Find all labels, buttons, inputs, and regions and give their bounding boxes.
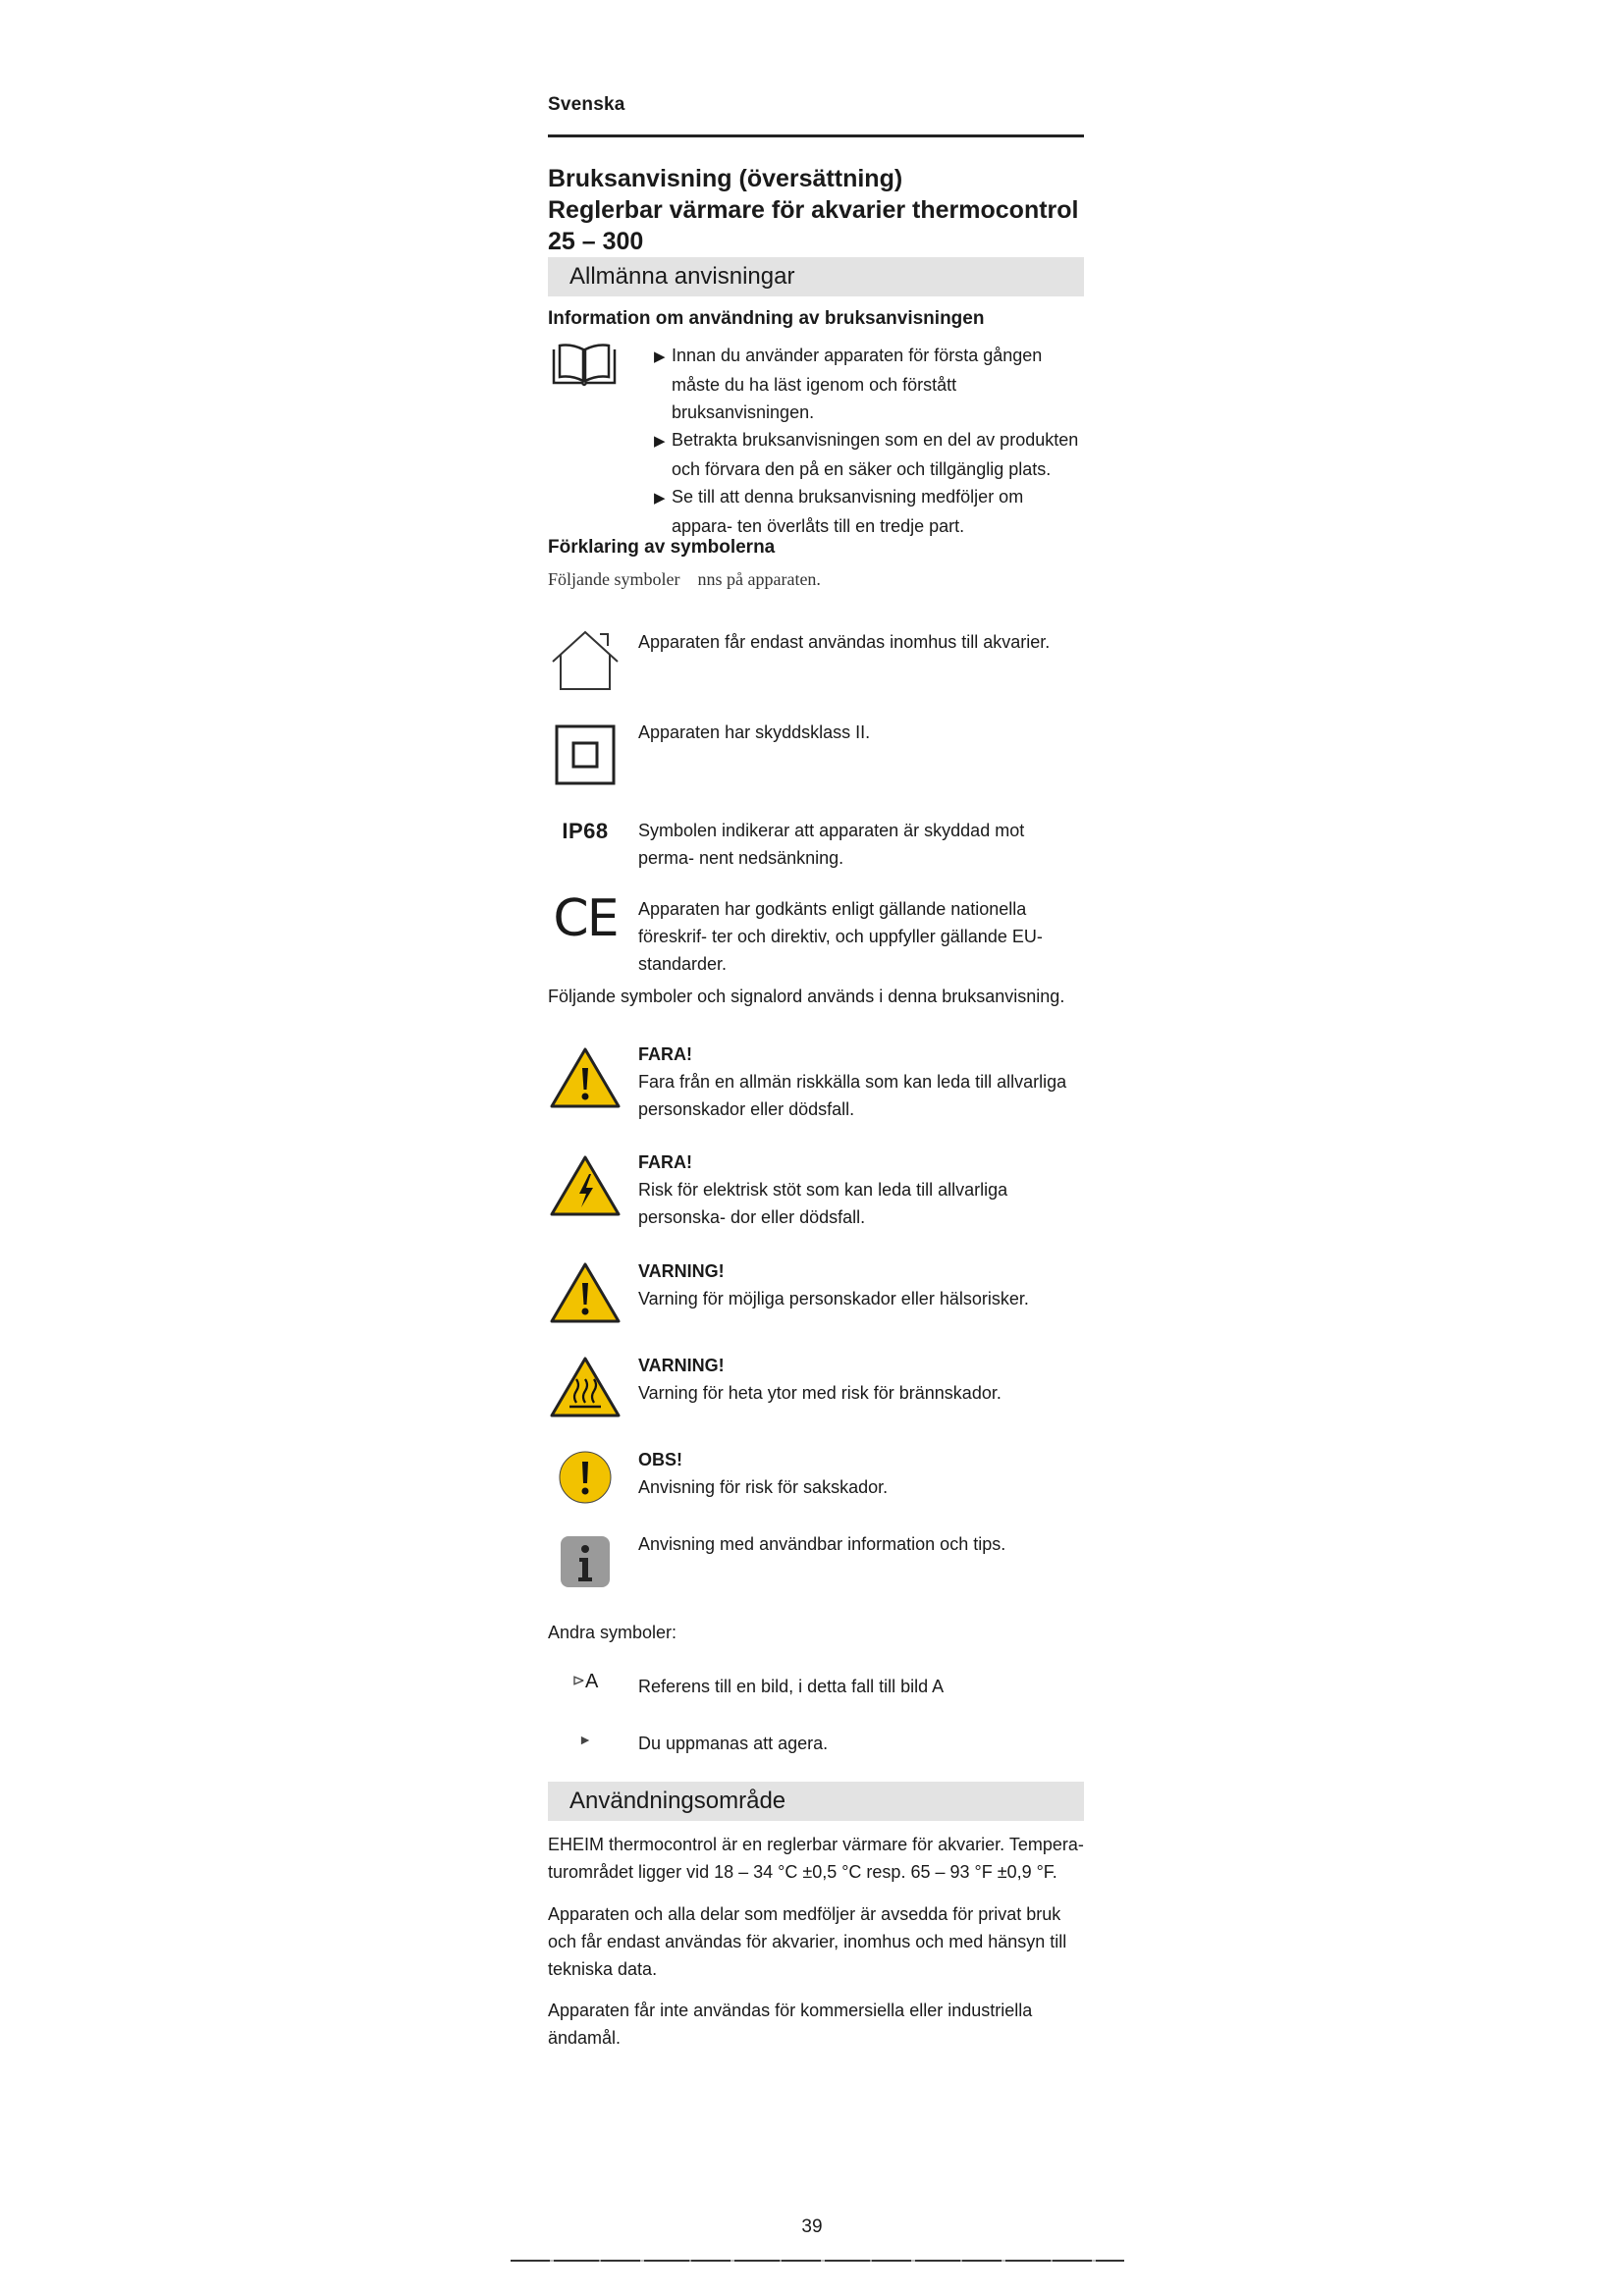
symbol-description: Du uppmanas att agera. bbox=[638, 1734, 829, 1753]
usage-paragraph: EHEIM thermocontrol är en reglerbar värmare för akvarier. Tempera- turområdet ligger vid 18 – 34 °C ±0,5 °C resp. 65 – 93 °F ±0,9 °F. bbox=[548, 1835, 1084, 1882]
symbol-description: Apparaten har godkänts enligt gällande nationella föreskrif- ter och direktiv, och uppfyller gällande EU-standarder. bbox=[638, 899, 1043, 974]
signal-words-intro: Följande symboler och signalord används i denna bruksanvisning. bbox=[548, 987, 1065, 1006]
title-line-1: Bruksanvisning (översättning) bbox=[548, 165, 903, 192]
other-symbols-heading: Andra symboler: bbox=[548, 1623, 677, 1642]
manual-book-icon bbox=[550, 344, 619, 391]
figure-reference-icon: ⊳ A bbox=[571, 1671, 599, 1692]
list-item: ▶ Betrakta bruksanvisningen som en del av produkten och förvara den på en säker och tillgänglig plats. bbox=[654, 430, 1079, 479]
signal-word-row bbox=[548, 1352, 1084, 1430]
signal-word-row bbox=[548, 1530, 1084, 1599]
usage-paragraph: Apparaten får inte användas för kommersiella eller industriella ändamål. bbox=[548, 2001, 1033, 2048]
signal-word-row bbox=[548, 1257, 1084, 1336]
ce-mark: CE bbox=[553, 889, 618, 948]
bullet-arrow-icon: ▶ bbox=[654, 348, 666, 365]
bullet-arrow-icon: ▶ bbox=[654, 490, 666, 507]
bullet-arrow-icon: ▶ bbox=[654, 433, 666, 450]
action-arrow-icon: ► bbox=[578, 1732, 592, 1747]
list-item: ▶ Innan du använder apparaten för första gången måste du ha läst igenom och förstått bruksanvisningen. bbox=[654, 346, 1043, 422]
usage-paragraph: Apparaten och alla delar som medföljer är avsedda för privat bruk och får endast användas för akvarier, inomhus och med hänsyn till tekniska data. bbox=[548, 1904, 1067, 1979]
page-number: 39 bbox=[801, 2216, 823, 2237]
electric-shock-icon bbox=[548, 1154, 623, 1217]
symbol-description: Referens till en bild, i detta fall till bild A bbox=[638, 1677, 945, 1696]
signal-word-description: Anvisning med användbar information och tips. bbox=[638, 1534, 1006, 1554]
hot-surface-icon bbox=[548, 1356, 623, 1418]
signal-word-title: VARNING! bbox=[638, 1261, 725, 1281]
symbol-description: Symbolen indikerar att apparaten är skyddad mot perma- nent nedsänkning. bbox=[638, 821, 1025, 868]
signal-word-row bbox=[548, 1148, 1084, 1237]
signal-word-row bbox=[548, 1446, 1084, 1515]
signal-word-description: Risk för elektrisk stöt som kan leda till allvarliga personska- dor eller dödsfall. bbox=[638, 1180, 1008, 1227]
other-symbol-row bbox=[548, 1673, 1084, 1712]
info-icon bbox=[548, 1534, 623, 1589]
language-label: Svenska bbox=[548, 94, 625, 115]
general-warning-icon bbox=[548, 1261, 623, 1324]
notice-icon bbox=[548, 1450, 623, 1505]
device-symbol-row bbox=[548, 719, 1084, 787]
device-symbol-row bbox=[548, 817, 1084, 876]
info-heading: Information om användning av bruksanvisningen bbox=[548, 308, 985, 329]
general-warning-icon bbox=[548, 1046, 623, 1109]
signal-word-title: VARNING! bbox=[638, 1356, 725, 1375]
signal-word-title: OBS! bbox=[638, 1450, 682, 1469]
device-symbol-row bbox=[548, 889, 1084, 974]
document-title bbox=[548, 163, 1084, 257]
header-rule bbox=[548, 134, 1084, 137]
signal-word-description: Fara från en allmän riskkälla som kan leda till allvarliga personskador eller dödsfall. bbox=[638, 1072, 1067, 1119]
other-symbol-row bbox=[548, 1730, 1084, 1769]
signal-word-description: Anvisning för risk för sakskador. bbox=[638, 1477, 889, 1497]
list-item: ▶ Se till att denna bruksanvisning medföljer om appara- ten överlåts till en tredje part. bbox=[654, 487, 1024, 536]
symbols-heading: Förklaring av symbolerna bbox=[548, 537, 776, 558]
info-bullet-list bbox=[654, 342, 1086, 540]
protection-class-ii-icon bbox=[548, 724, 623, 785]
signal-word-title: FARA! bbox=[638, 1152, 692, 1172]
symbols-intro: Följande symboler nns på apparaten. bbox=[548, 569, 821, 589]
device-symbol-row bbox=[548, 628, 1084, 697]
signal-word-description: Varning för möjliga personskador eller hälsorisker. bbox=[638, 1289, 1029, 1308]
symbol-description: Apparaten har skyddsklass II. bbox=[638, 722, 871, 742]
signal-word-description: Varning för heta ytor med risk för brännskador. bbox=[638, 1383, 1001, 1403]
footer-rule bbox=[511, 2260, 1124, 2262]
ip68-label: IP68 bbox=[562, 819, 609, 843]
symbol-description: Apparaten får endast användas inomhus till akvarier. bbox=[638, 632, 1051, 652]
figure-ref-arrow-icon: ⊳ bbox=[571, 1673, 586, 1689]
title-line-2: Reglerbar värmare för akvarier thermocontrol 25 – 300 bbox=[548, 196, 1079, 255]
signal-word-title: FARA! bbox=[638, 1044, 692, 1064]
section-general-instructions: Allmänna anvisningar bbox=[548, 257, 1084, 296]
house-icon bbox=[548, 628, 623, 693]
signal-word-row bbox=[548, 1041, 1084, 1129]
section-usage: Användningsområde bbox=[548, 1782, 1084, 1821]
